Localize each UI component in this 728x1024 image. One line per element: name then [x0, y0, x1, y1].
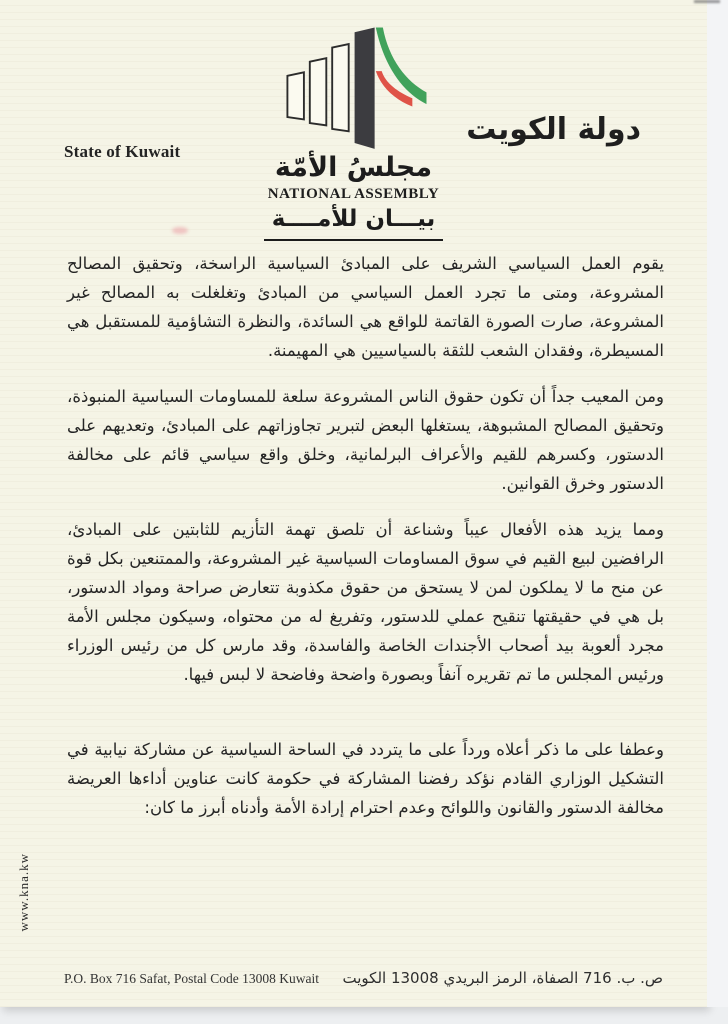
statement-title-row: [0, 206, 707, 241]
national-assembly-logo: [249, 24, 459, 203]
assembly-name-english: NATIONAL ASSEMBLY: [267, 186, 440, 203]
paragraph-2: ومن المعيب جداً أن تكون حقوق الناس المشروعة سلعة للمساومات السياسية المنبوذة، وتحقيق المصالح المشبوهة، يستغلها البعض لتبرير تجاوزاتهم على المبادئ، وتعديهم على الدستور، وكسرهم للقيم والأعراف البرلمانية، وخلق واقع سياسي قائم على مخالفة الدستور وخرق القوانين.: [67, 387, 664, 493]
scan-artifact-top-right: [694, 0, 720, 3]
letter-footer: [0, 969, 707, 987]
letterhead: [0, 0, 707, 203]
kna-website-vertical-text: www.kna.kw: [16, 853, 31, 932]
paragraph-3: ومما يزيد هذه الأفعال عيباً وشناعة أن تلصق تهمة التأزيم للثابتين على المبادئ، الرافضين لبيع القيم في سوق المساومات السياسية غير المشروعة، والممتنعين بكل قوة عن منح ما لا يملكون لمن لا يستحق من حقوق مكذوبة تتعارض صراحة ومواد الدستور، بل هي في حقيقتها تنقيح عملي للدستور، وتفريغ له من محتواه، وسيكون مجلس الأمة مجرد ألعوبة بيد أصحاب الأجندات الخاصة والفاسدة، وقد مارس كل من رئيس الوزراء ورئيس المجلس ما تم تقريره آنفاً وبصورة واضحة وفاضحة لا لبس فيها.: [67, 520, 664, 684]
paragraph-1: يقوم العمل السياسي الشريف على المبادئ السياسية الراسخة، وتحقيق المصالح المشروعة، ومتى ما تجرد العمل السياسي من المبادئ وتغلغلت به المصالح غير المشروعة، صارت الصورة القاتمة للواقع هي السائدة، والنظرة التشاؤمية للمستقبل هي المسيطرة، وفقدان الشعب للثقة بالسياسيين هي المهيمنة.: [67, 254, 664, 360]
scan-artifact-pink: [172, 227, 188, 234]
assembly-building-flag-icon: [279, 24, 429, 156]
dawlat-alkuwait-label: دولة الكويت: [466, 112, 641, 147]
po-box-arabic: ص. ب. 716 الصفاة، الرمز البريدي 13008 الكويت: [342, 969, 663, 987]
statement-title: بيـــان للأمــــة: [264, 206, 444, 241]
state-of-kuwait-label: State of Kuwait: [64, 142, 181, 161]
paragraph-4: وعطفا على ما ذكر أعلاه ورداً على ما يتردد في الساحة السياسية عن مشاركة نيابية في التشكيل الوزاري القادم نؤكد رفضنا المشاركة في حكومة كانت عناوين أداءها العريضة مخالفة الدستور والقانون واللوائح وعدم احترام إرادة الأمة وأدناه أبرز ما كان:: [67, 740, 664, 817]
assembly-name-arabic: مجلسُ الأمّة: [274, 152, 433, 183]
building-bar-3: [332, 44, 349, 131]
scanner-edge-strip: [707, 0, 728, 1007]
building-bar-dark: [354, 28, 374, 149]
po-box-english: P.O. Box 716 Safat, Postal Code 13008 Kuwait: [64, 971, 319, 986]
building-bar-2: [309, 58, 326, 125]
statement-body: [0, 241, 707, 822]
building-bar-1: [287, 72, 304, 119]
